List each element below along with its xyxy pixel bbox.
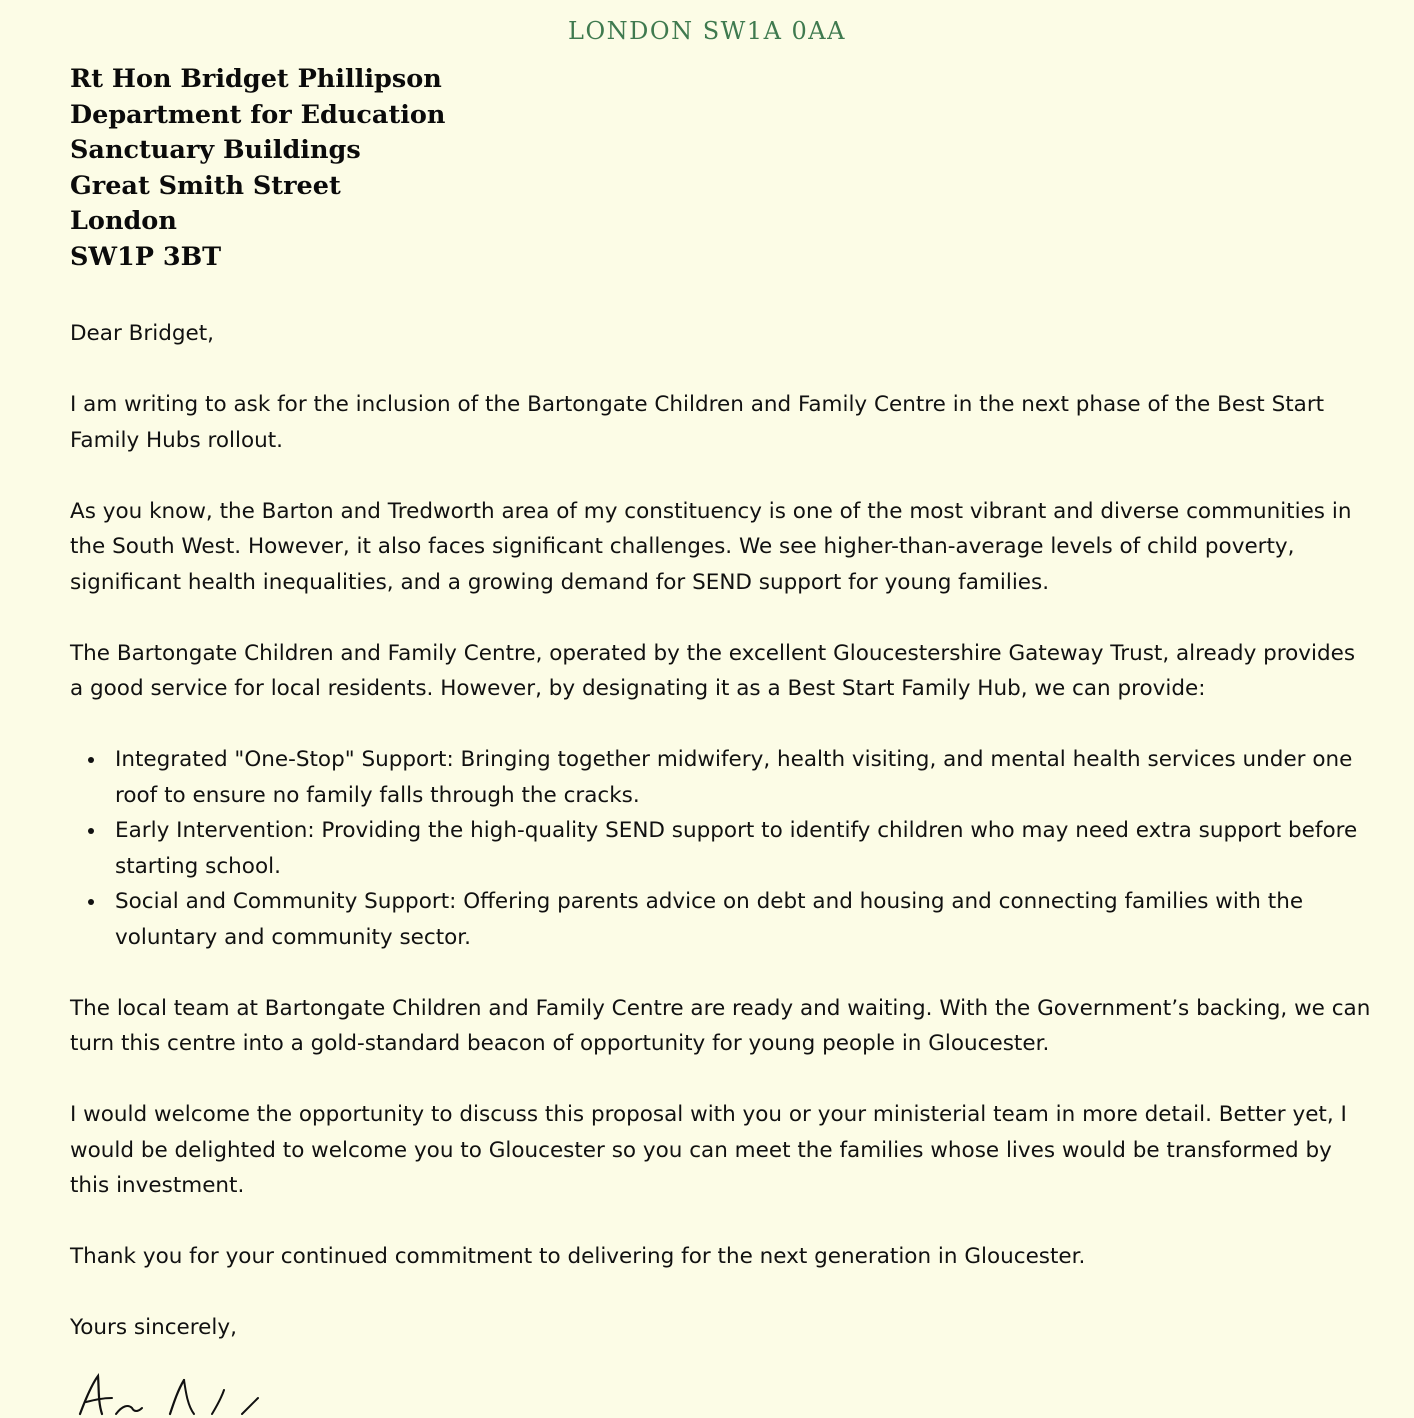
bullet-item	[115, 742, 1374, 813]
body-paragraph: The Bartongate Children and Family Centre, operated by the excellent Gloucestershire Gateway Trust, already provides a good service for local residents. However, by designating it as a Best Start Family Hub, we can provide:	[70, 640, 1356, 701]
bullet-icon	[88, 828, 94, 834]
body-paragraph: The local team at Bartongate Children and Family Centre are ready and waiting. With the Government’s backing, we can turn this centre into a gold-standard beacon of opportunity for young people in Gloucester.	[70, 995, 1371, 1056]
sign-off: Yours sincerely,	[70, 1315, 237, 1340]
bullet-icon	[88, 899, 94, 905]
recipient-name: Rt Hon Bridget Phillipson	[70, 64, 442, 94]
bullet-text: Integrated "One-Stop" Support: Bringing together midwifery, health visiting, and mental health services under one roof to ensure no family falls through the cracks.	[115, 747, 1353, 808]
body-paragraph: As you know, the Barton and Tredworth area of my constituency is one of the most vibrant and diverse communities in the South West. However, it also faces significant challenges. We see higher-than-average levels of child poverty, significant health inequalities, and a growing demand for SEND support for young families.	[70, 498, 1352, 595]
letterhead-postcode: LONDON SW1A 0AA	[568, 17, 846, 45]
handwritten-signature	[72, 1368, 292, 1418]
body-paragraph: I would welcome the opportunity to discuss this proposal with you or your ministerial team in more detail. Better yet, I would be delighted to welcome you to Gloucester so you can meet the families whose lives would be transformed by this investment.	[70, 1102, 1347, 1198]
bullet-list	[70, 742, 1374, 955]
recipient-postcode: SW1P 3BT	[70, 241, 222, 272]
recipient-department: Department for Education	[70, 99, 446, 130]
recipient-street: Great Smith Street	[70, 170, 341, 201]
recipient-city: London	[70, 206, 177, 236]
recipient-building: Sanctuary Buildings	[70, 135, 361, 165]
bullet-text: Early Intervention: Providing the high-quality SEND support to identify children who may need extra support before starting school.	[115, 818, 1358, 879]
bullet-icon	[88, 757, 94, 763]
letter-body	[70, 316, 1374, 1381]
bullet-item	[115, 813, 1374, 884]
body-paragraph: I am writing to ask for the inclusion of the Bartongate Children and Family Centre in the next phase of the Best Start Family Hubs rollout.	[70, 392, 1325, 453]
bullet-text: Social and Community Support: Offering parents advice on debt and housing and connecting families with the voluntary and community sector.	[115, 889, 1304, 950]
recipient-address	[70, 62, 445, 275]
body-paragraph: Thank you for your continued commitment to delivering for the next generation in Gloucester.	[70, 1244, 1086, 1269]
salutation: Dear Bridget,	[70, 321, 214, 346]
bullet-item	[115, 884, 1374, 955]
